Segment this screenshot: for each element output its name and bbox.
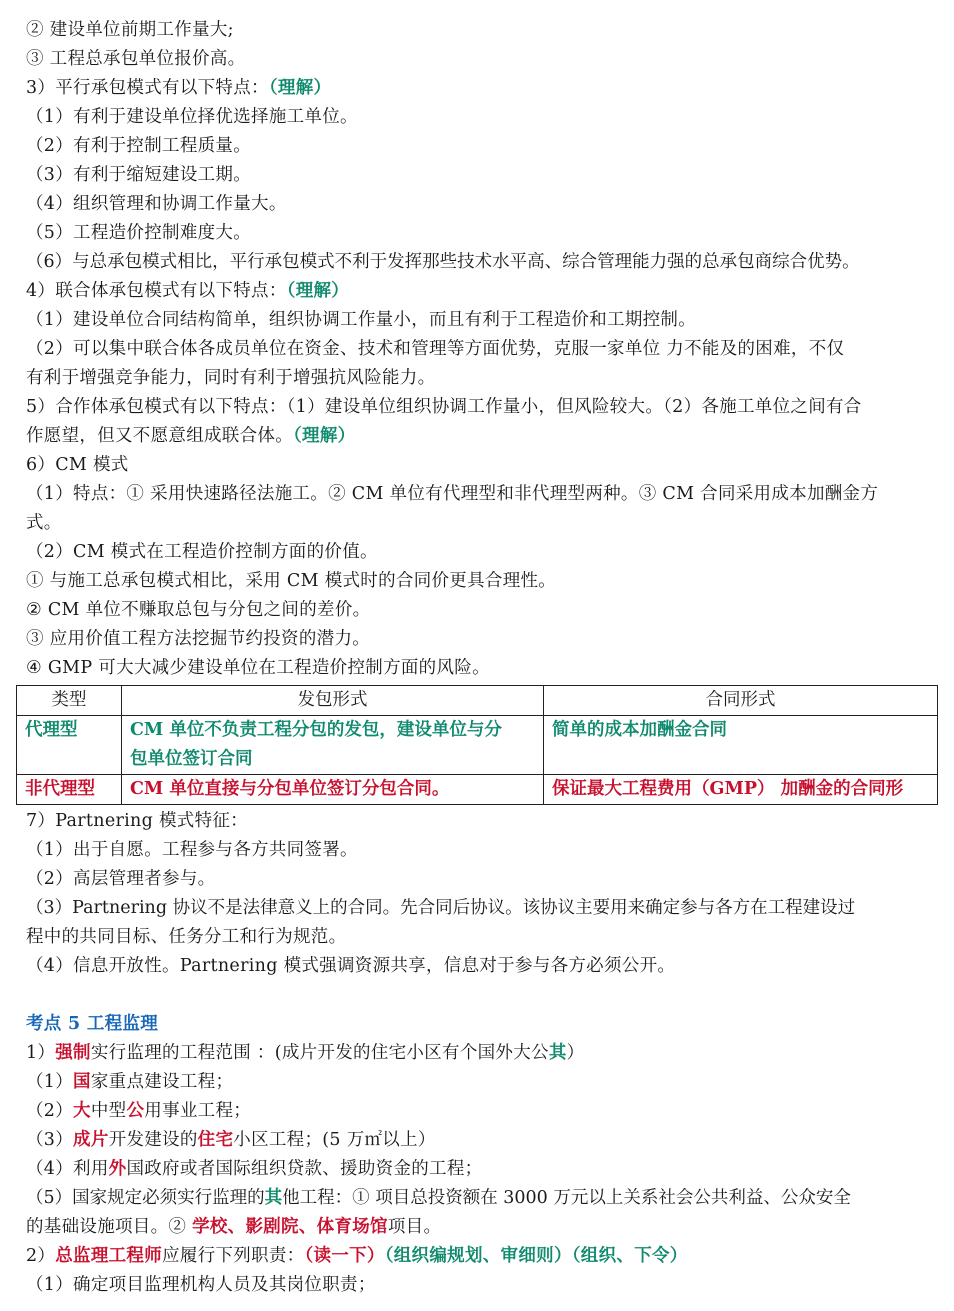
understand-tag: （理解） — [293, 426, 356, 446]
text-line: （1）确定项目监理机构人员及其岗位职责； — [26, 1275, 376, 1295]
cm-type-table — [16, 685, 938, 805]
section-title: 考点 5 工程监理 — [26, 1014, 159, 1034]
text-line: （1）特点：① 采用快速路径法施工。② CM 单位有代理型和非代理型两种。③ CM 合同采用成本加酬金方 — [26, 484, 879, 504]
text-line: 3）平行承包模式有以下特点：（理解） — [26, 78, 332, 98]
text-line: （3）成片开发建设的住宅小区工程；(5 万㎡以上） — [26, 1130, 436, 1150]
text-line: （2）大中型公用事业工程； — [26, 1101, 252, 1121]
table-cell: 非代理型 — [17, 775, 122, 805]
text-line: （1）出于自愿。工程参与各方共同签署。 — [26, 840, 358, 860]
text-line: 5）合作体承包模式有以下特点：（1）建设单位组织协调工作量小，但风险较大。（2）各施工单位之间有合 — [26, 397, 862, 417]
table-cell: CM 单位不负责工程分包的发包，建设单位与分 包单位签订合同 — [122, 716, 544, 775]
text-line: 的基础设施项目。② 学校、影剧院、体育场馆项目。 — [26, 1217, 442, 1237]
text-line: （5）国家规定必须实行监理的其他工程：① 项目总投资额在 3000 万元以上关系社会公共利益、公众安全 — [26, 1188, 851, 1208]
text-line: ③ 应用价值工程方法挖掘节约投资的潜力。 — [26, 629, 371, 649]
text-line: ③ 工程总承包单位报价高。 — [26, 49, 246, 69]
text-line: （2）高层管理者参与。 — [26, 869, 216, 889]
table-row — [17, 775, 938, 805]
text-line: 式。 — [26, 513, 62, 533]
text-line: ① 与施工总承包模式相比，采用 CM 模式时的合同价更具合理性。 — [26, 571, 557, 591]
text-line: （1）国家重点建设工程； — [26, 1072, 234, 1092]
text-line: 程中的共同目标、任务分工和行为规范。 — [26, 927, 347, 947]
text-line: （4）信息开放性。Partnering 模式强调资源共享，信息对于参与各方必须公开。 — [26, 956, 676, 976]
text-line: （4）利用外国政府或者国际组织贷款、援助资金的工程； — [26, 1159, 483, 1179]
text-line: （1）有利于建设单位择优选择施工单位。 — [26, 107, 358, 127]
text-line: ② CM 单位不赚取总包与分包之间的差价。 — [26, 600, 371, 620]
text-line: ② 建设单位前期工作量大; — [26, 20, 234, 40]
text-line: 1）强制实行监理的工程范围 ：(成片开发的住宅小区有个国外大公其） — [26, 1043, 585, 1063]
text-line: （2）CM 模式在工程造价控制方面的价值。 — [26, 542, 378, 562]
understand-tag: （理解） — [268, 78, 332, 98]
cm-title: 6）CM 模式 — [26, 455, 129, 475]
text-line: （2）可以集中联合体各成员单位在资金、技术和管理等方面优势，克服一家单位 力不能及的困难，不仅 — [26, 339, 845, 359]
text-line: ④ GMP 可大大减少建设单位在工程造价控制方面的风险。 — [26, 658, 490, 678]
table-cell: CM 单位直接与分包单位签订分包合同。 — [122, 775, 544, 805]
table-header: 类型 — [17, 686, 122, 716]
table-row — [17, 716, 938, 775]
text-line: 作愿望，但又不愿意组成联合体。（理解） — [26, 426, 356, 446]
table-header-row — [17, 686, 938, 716]
text-line: 4）联合体承包模式有以下特点：（理解） — [26, 281, 350, 301]
table-cell: 简单的成本加酬金合同 — [544, 716, 938, 775]
table-header: 合同形式 — [544, 686, 938, 716]
text-line: （6）与总承包模式相比，平行承包模式不利于发挥那些技术水平高、综合管理能力强的总承包商综合优势。 — [26, 252, 860, 272]
text-line: （3）有利于缩短建设工期。 — [26, 165, 252, 185]
text-line: （3）Partnering 协议不是法律意义上的合同。先合同后协议。该协议主要用来确定参与各方在工程建设过 — [26, 898, 856, 918]
text-line: （2）有利于控制工程质量。 — [26, 136, 252, 156]
spacer — [26, 981, 928, 1010]
text-line: 7）Partnering 模式特征： — [26, 811, 248, 831]
understand-tag: （理解） — [286, 281, 350, 301]
table-cell: 保证最大工程费用（GMP） 加酬金的合同形 — [544, 775, 938, 805]
table-cell: 代理型 — [17, 716, 122, 775]
table-header: 发包形式 — [122, 686, 544, 716]
text-line: （1）建设单位合同结构简单，组织协调工作量小，而且有利于工程造价和工期控制。 — [26, 310, 697, 330]
text-line: （4）组织管理和协调工作量大。 — [26, 194, 287, 214]
text-line: 2）总监理工程师应履行下列职责：（读一下）（组织编规划、审细则）（组织、下令） — [26, 1246, 688, 1266]
text-line: 有利于增强竞争能力，同时有利于增强抗风险能力。 — [26, 368, 436, 388]
text-line: （5）工程造价控制难度大。 — [26, 223, 252, 243]
